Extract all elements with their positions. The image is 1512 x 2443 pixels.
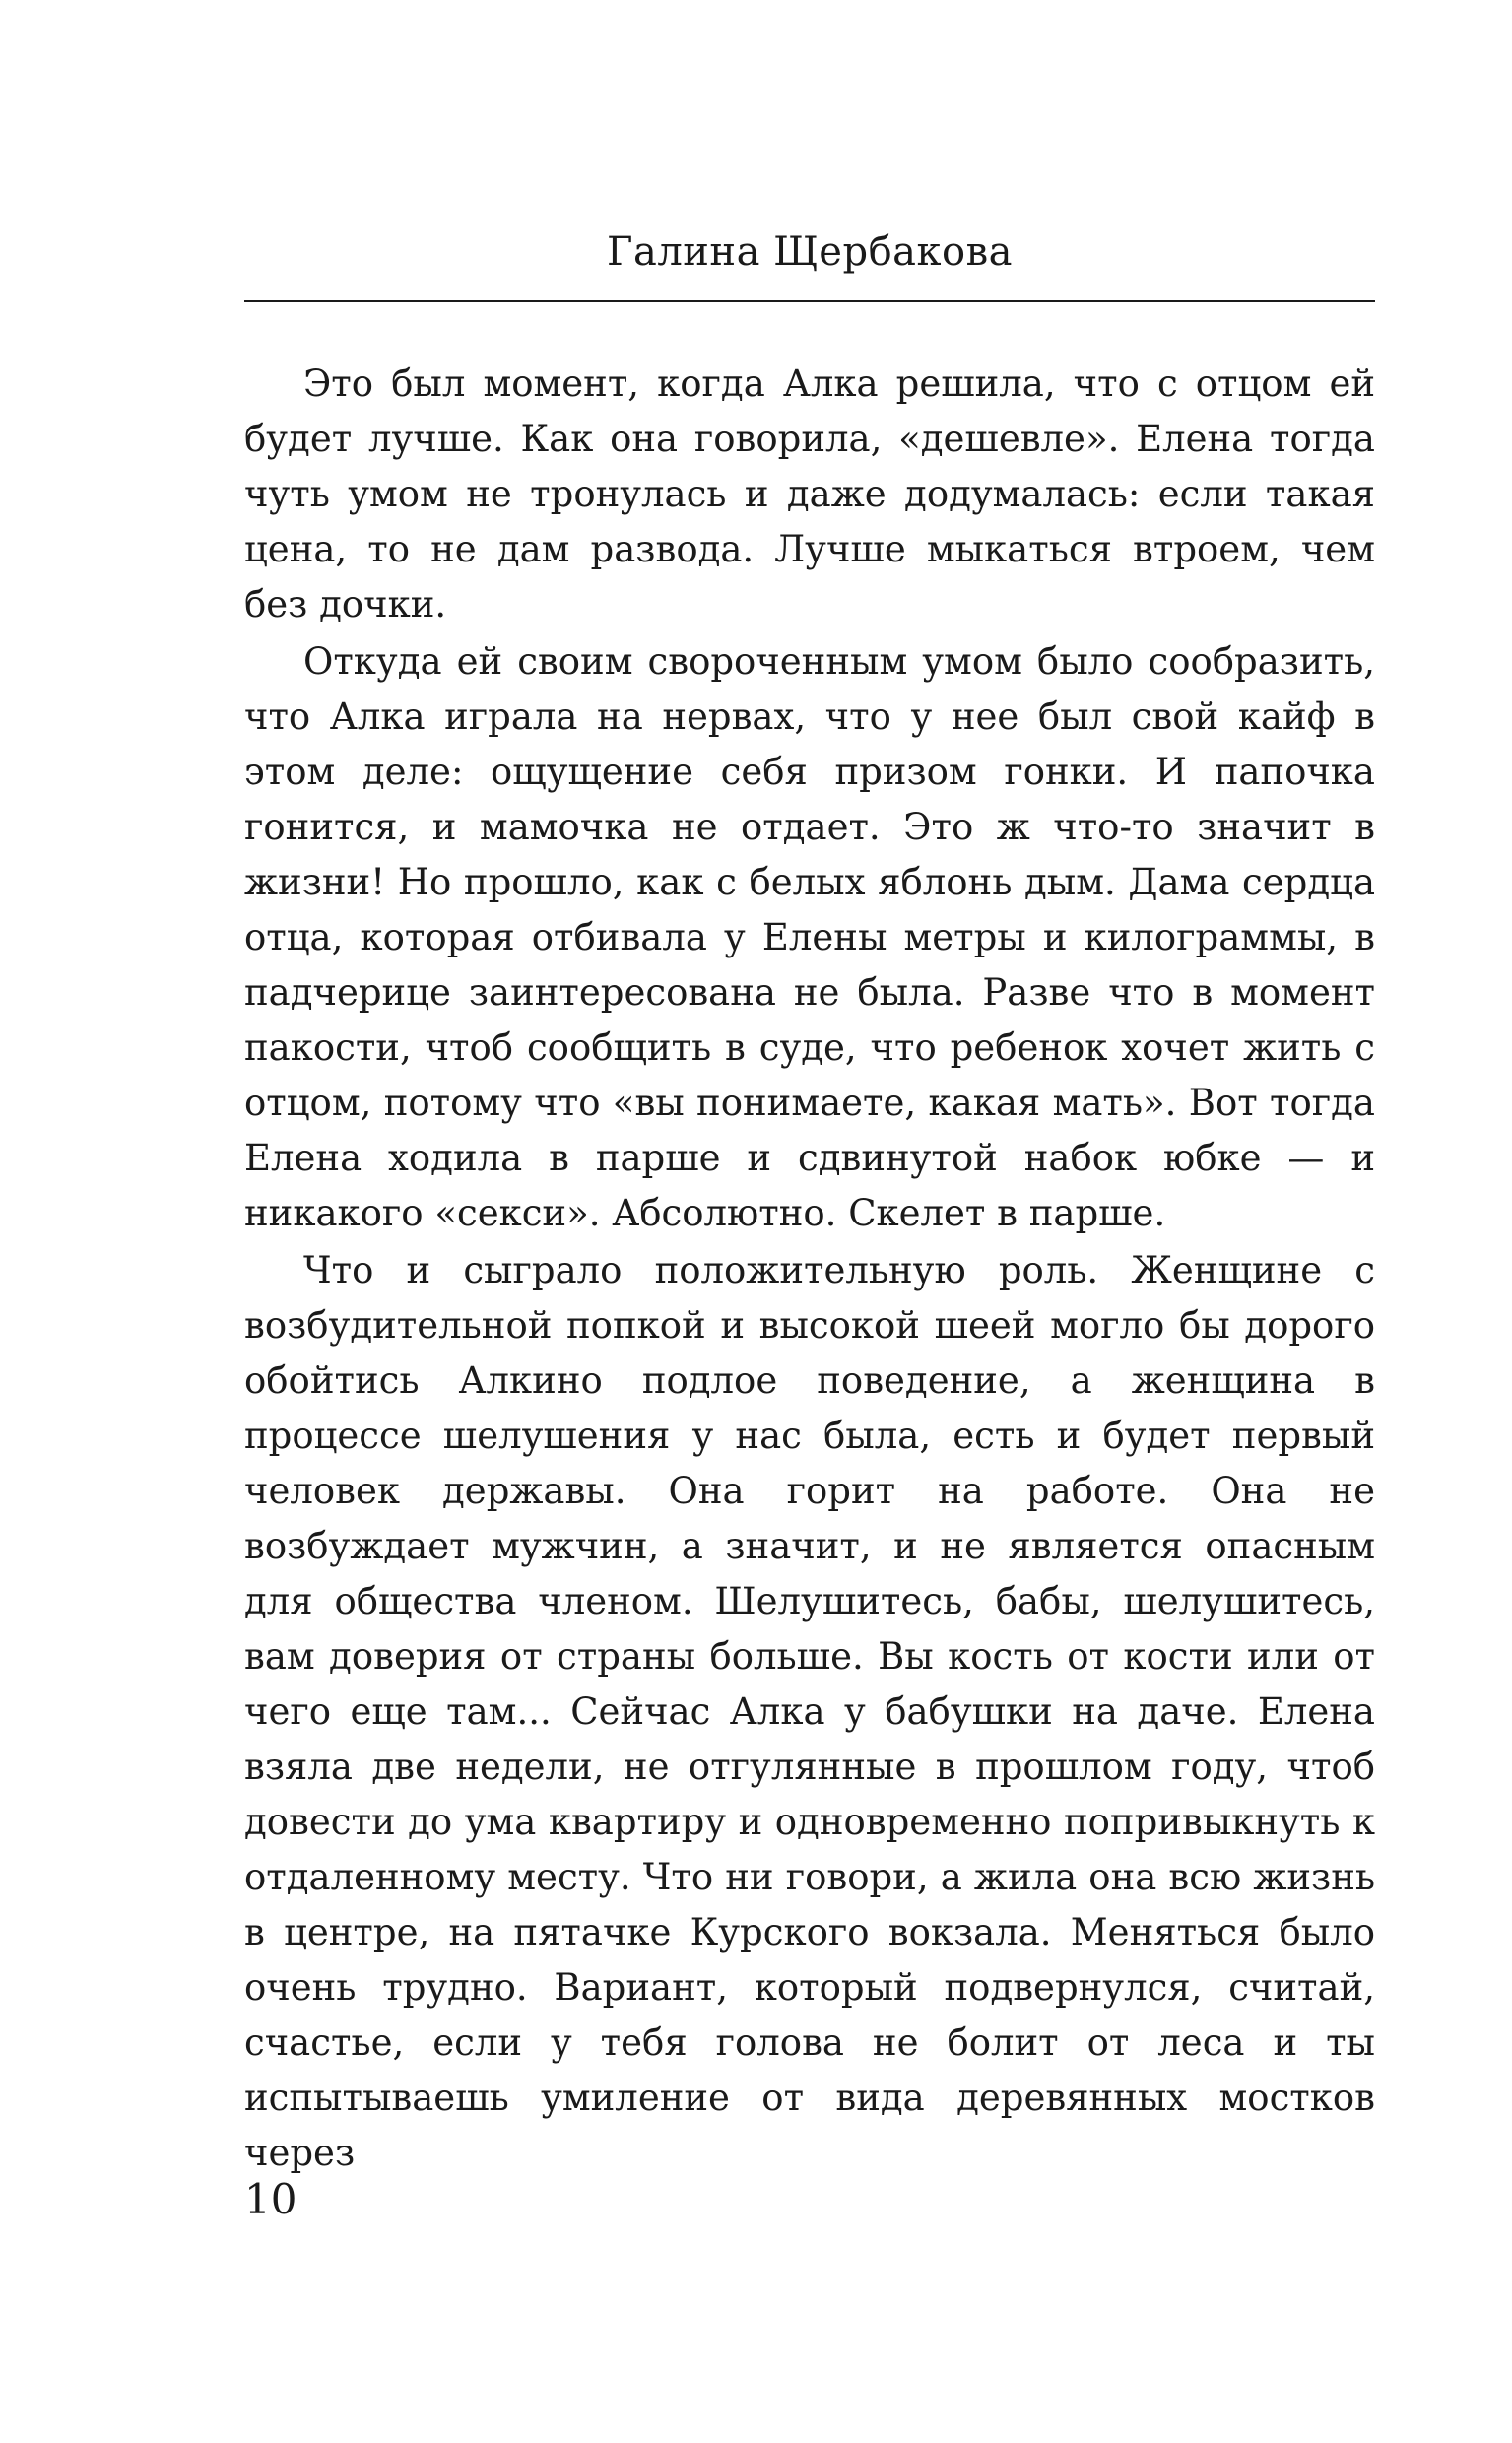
paragraph: Откуда ей своим свороченным умом было сообразить, что Алка играла на нервах, что у нее был свой кайф в этом деле: ощущение себя призом гонки. И папочка гонится, и мамочка не отдает. Это ж что-то значит в жизни! Но прошло, как с белых яблонь дым. Дама сердца отца, которая отбивала у Елены метры и килограммы, в падчерице заинтересована не была. Разве что в момент пакости, чтоб сообщить в суде, что ребенок хочет жить с отцом, потому что «вы понимаете, какая мать». Вот тогда Елена ходила в парше и сдвинутой набок юбке — и никакого «секси». Абсолютно. Скелет в парше.: [244, 640, 1375, 1234]
page-number: 10: [244, 2175, 297, 2223]
paragraph: Это был момент, когда Алка решила, что с отцом ей будет лучше. Как она говорила, «дешевле». Елена тогда чуть умом не тронулась и даже додумалась: если такая цена, то не дам развода. Лучше мыкаться втроем, чем без дочки.: [244, 363, 1375, 626]
paragraph: Что и сыграло положительную роль. Женщине с возбудительной попкой и высокой шеей могло бы дорого обойтись Алкино подлое поведение, а женщина в процессе шелушения у нас была, есть и будет первый человек державы. Она горит на работе. Она не возбуждает мужчин, а значит, и не является опасным для общества членом. Шелушитесь, бабы, шелушитесь, вам доверия от страны больше. Вы кость от кости или от чего еще там... Сейчас Алка у бабушки на даче. Елена взяла две недели, не отгулянные в прошлом году, чтоб довести до ума квартиру и одновременно попривыкнуть к отдаленному месту. Что ни говори, а жила она всю жизнь в центре, на пятачке Курского вокзала. Меняться было очень трудно. Вариант, который подвернулся, считай, счастье, если у тебя голова не болит от леса и ты испытываешь умиление от вида деревянных мостков через: [244, 1249, 1375, 2174]
running-head-author: Галина Щербакова: [607, 230, 1013, 275]
body-text: [244, 357, 1375, 2181]
header-rule: [244, 300, 1375, 302]
